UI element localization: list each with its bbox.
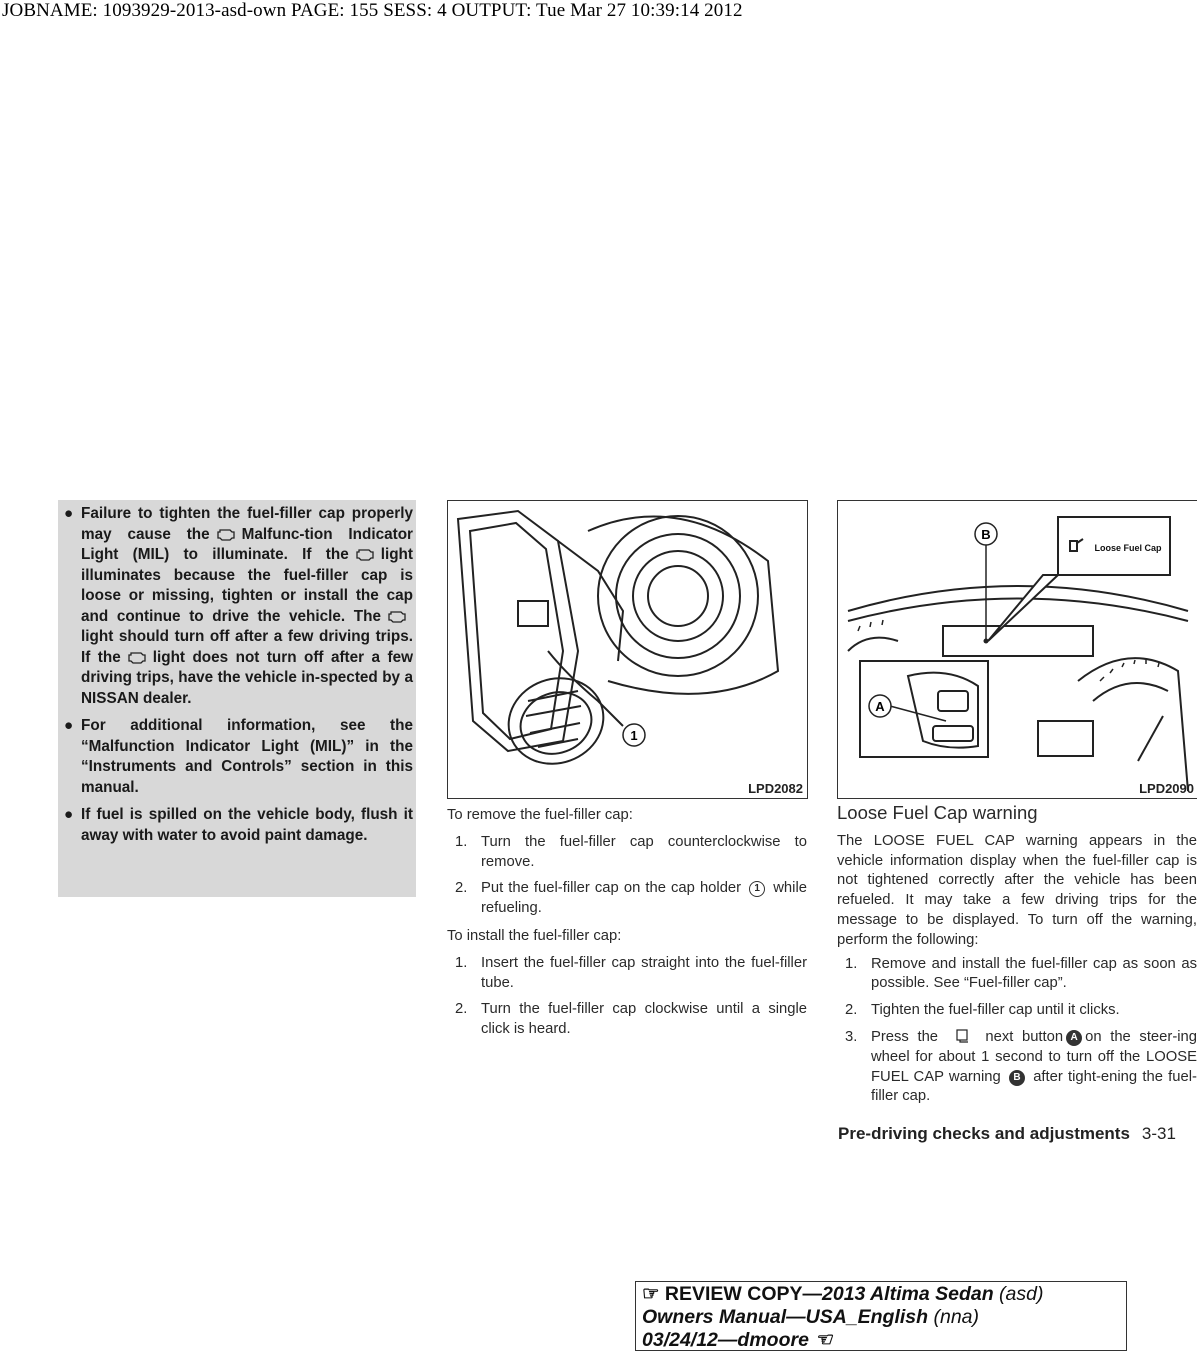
bullet-dot: ● (64, 505, 74, 522)
loose-fuel-cap-figure (837, 500, 1197, 799)
list-item: 2. Put the fuel-filler cap on the cap holder 1 while refueling. (455, 880, 807, 917)
engine-icon (355, 547, 375, 562)
figure-code: LPD2082 (748, 781, 803, 796)
install-intro: To install the fuel-filler cap: (447, 927, 622, 944)
callout-1: 1 (630, 728, 638, 743)
warning-bullets (64, 504, 413, 853)
display-next-icon (947, 1029, 977, 1043)
list-item: 2. Tighten the fuel-filler cap until it clicks. (845, 1002, 1120, 1019)
callout-a: A (875, 699, 885, 714)
display-text: Loose Fuel Cap (1094, 543, 1162, 553)
review-copy-box: ☞ REVIEW COPY—2013 Altima Sedan (asd) Owners Manual—USA_English (nna) 03/24/12—dmoore ☜ (635, 1281, 1127, 1351)
callout-b-marker: B (1009, 1070, 1025, 1086)
page-footer (838, 1124, 1197, 1144)
list-item: 3. Press the next button A on the steer-ing wheel for about 1 second to turn off the LOOSE FUEL CAP warning B after tight-ening the fuel-filler cap. (845, 1028, 1197, 1105)
instrument-cluster-illustration (838, 501, 1197, 798)
loose-fuel-cap-section (837, 803, 1197, 1115)
page-number: 3-31 (1141, 1124, 1176, 1143)
warning-bullet-more-info: ● For additional information, see the “Malfunction Indicator Light (MIL)” in the “Instruments and Controls” section in this manual. (64, 717, 413, 796)
fuel-cap-instructions (447, 806, 807, 1048)
list-item: 1. Insert the fuel-filler cap straight into the fuel-filler tube. (455, 954, 807, 991)
install-steps (447, 954, 807, 1040)
section-body: The LOOSE FUEL CAP warning appears in the vehicle information display when the fuel-filler cap is not tightened correctly after the vehicle has been refueled. It may take a few driving trips for the message to be displayed. To turn off the warning, perform the following: (837, 832, 1197, 948)
remove-intro: To remove the fuel-filler cap: (447, 807, 633, 823)
list-item: 1. Turn the fuel-filler cap counterclockwise to remove. (455, 833, 807, 870)
section-title: Pre-driving checks and adjustments (838, 1124, 1130, 1143)
callout-1-marker: 1 (749, 881, 765, 897)
engine-icon (216, 527, 236, 542)
remove-steps (447, 833, 807, 919)
section-heading: Loose Fuel Cap warning (837, 802, 1038, 823)
engine-icon (127, 650, 147, 665)
warning-bullet-fuel-cap: ● Failure to tighten the fuel-filler cap properly may cause the Malfunc-tion Indicator Light (MIL) to illuminate. If the light illuminates because the fuel-filler cap is loose or missing, tighten or install the cap and continue to drive the vehicle. Thelight should turn off after a few driving trips. If the light does not turn off after a few driving trips, have the vehicle in-spected by a NISSAN dealer. (64, 505, 413, 707)
fuel-door-illustration (448, 501, 807, 798)
callout-a-marker: A (1066, 1030, 1082, 1046)
job-header: JOBNAME: 1093929-2013-asd-own PAGE: 155 SESS: 4 OUTPUT: Tue Mar 27 10:39:14 2012 (2, 0, 743, 21)
engine-icon (387, 609, 407, 624)
callout-b: B (981, 527, 991, 542)
warning-bullet-spill: ● If fuel is spilled on the vehicle body, flush it away with water to avoid paint damage. (64, 806, 413, 844)
loose-steps (837, 955, 1197, 1108)
bullet-dot: ● (64, 806, 74, 823)
bullet-dot: ● (64, 717, 74, 734)
list-item: 2. Turn the fuel-filler cap clockwise until a single click is heard. (455, 1001, 807, 1038)
list-item: 1. Remove and install the fuel-filler cap as soon as possible. See “Fuel-filler cap”. (845, 955, 1197, 992)
figure-code: LPD2090 (1139, 781, 1194, 796)
fuel-cap-figure (447, 500, 808, 799)
